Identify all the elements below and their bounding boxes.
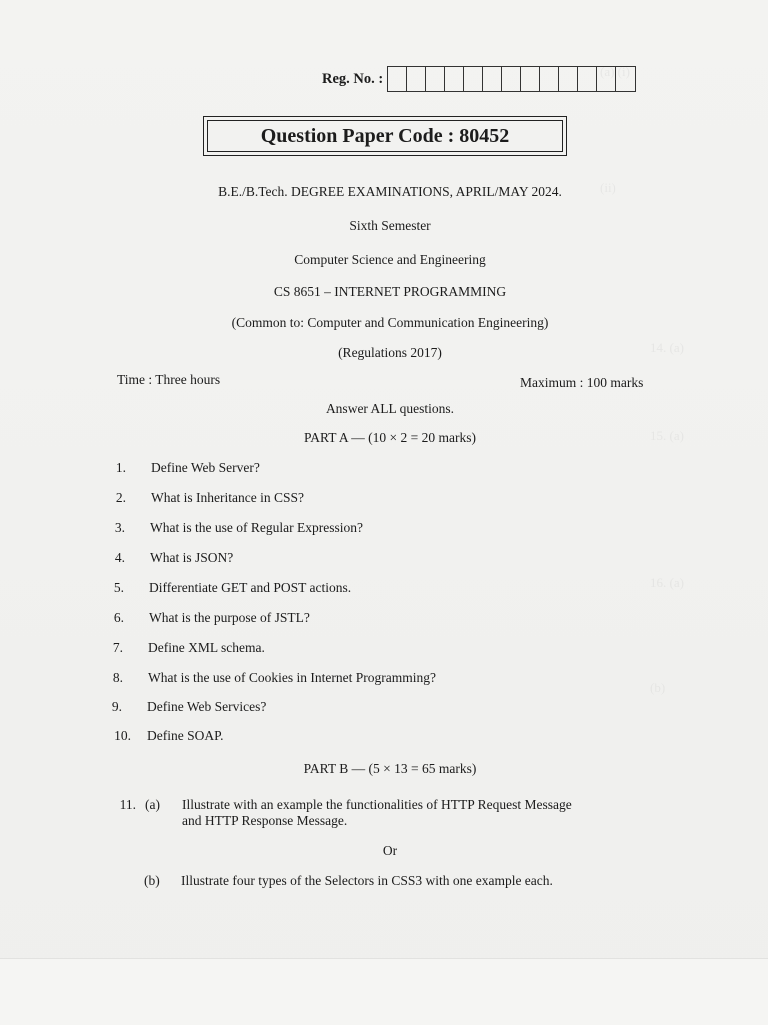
- reg-number-box: [464, 67, 483, 91]
- reg-number-box: [578, 67, 597, 91]
- reg-number-box: [445, 67, 464, 91]
- reg-number-box: [521, 67, 540, 91]
- reg-number-box: [426, 67, 445, 91]
- course-title: CS 8651 – INTERNET PROGRAMMING: [273, 284, 507, 299]
- reg-number-boxes: [387, 66, 636, 92]
- semester: Sixth Semester: [349, 218, 431, 233]
- paper-code: Question Paper Code : 80452: [207, 120, 563, 152]
- reg-number-box: [483, 67, 502, 91]
- bleed-through: (ii): [600, 180, 616, 195]
- or-separator: Or: [382, 843, 398, 858]
- bleed-through: (a) (i): [600, 64, 630, 79]
- reg-number-box: [597, 67, 616, 91]
- reg-number-box: [407, 67, 426, 91]
- reg-number-box: [502, 67, 521, 91]
- part-b-title: PART B — (5 × 13 = 65 marks): [303, 761, 477, 776]
- reg-number-box: [559, 67, 578, 91]
- reg-number-box: [616, 67, 635, 91]
- regulations: (Regulations 2017): [338, 345, 442, 360]
- common-to: (Common to: Computer and Communication Engineering): [231, 315, 549, 330]
- reg-number-box: [388, 67, 407, 91]
- exam-title: B.E./B.Tech. DEGREE EXAMINATIONS, APRIL/MAY 2024.: [218, 184, 562, 199]
- department: Computer Science and Engineering: [294, 252, 486, 267]
- maximum-marks: Maximum : 100 marks: [520, 375, 644, 390]
- bleed-through: 16. (a): [650, 575, 684, 590]
- part-a-title: PART A — (10 × 2 = 20 marks): [304, 430, 476, 445]
- reg-number-box: [540, 67, 559, 91]
- bleed-through: (b): [650, 680, 666, 695]
- bleed-through: 14. (a): [650, 340, 684, 355]
- page-bottom-margin: [0, 958, 768, 1025]
- instruction: Answer ALL questions.: [325, 401, 455, 416]
- bleed-through: 15. (a): [650, 428, 684, 443]
- reg-number-field: [322, 66, 636, 92]
- time-allowed: Time : Three hours: [117, 372, 221, 387]
- reg-number-label: Reg. No. :: [322, 70, 384, 87]
- exam-paper-page: (a) (i) (ii) 14. (a) 15. (a) 16. (a) (b) Reg. No. : Question Paper Code : 80452 B.E./B.Tech. DEGREE EXAMINATIONS, APRIL/MAY 2024. Sixth Semester Computer Science and Engineering CS 8651 – INTERNET PROGRAMMING (Common to: Computer and Communication Engineering) (Regulations 2017) Time : Three hours Maximum : 100 marks Answer ALL questions. PART A — (10 × 2 = 20 marks) 1. Define Web Server? 2. What is Inheritance in CSS? 3. What is the use of Regular Expression? 4. What is JSON? 5. Differentiate GET and POST actions. 6. What is the purpose of JSTL? 7. Define XML schema. 8. What is the use of Cookies in Internet Programming? 9. Define Web Services? 10. Define SOAP. PART B — (5 × 13 = 65 marks) 11. (a) Illustrate with an example the functionalities of HTTP Request Message and HTTP Response Message. Or (b) Illustrate four types of the Selectors in CSS3 with one example each.: [0, 0, 768, 1024]
- paper-code-box: [203, 116, 567, 156]
